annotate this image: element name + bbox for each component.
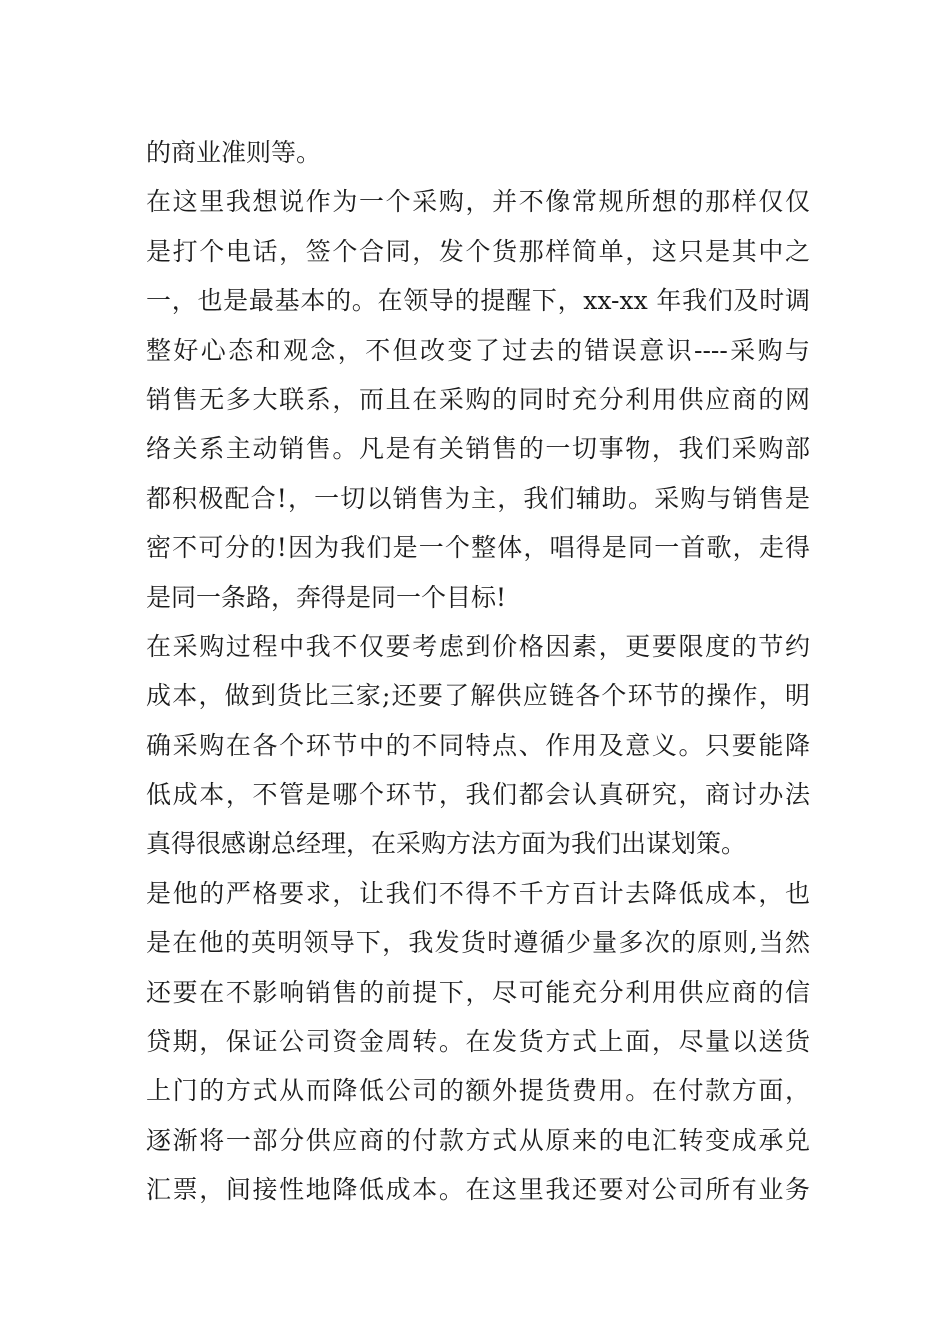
text-line: 成本，做到货比三家;还要了解供应链各个环节的操作，明 — [146, 681, 810, 711]
text-line: 整好心态和观念，不但改变了过去的错误意识----采购与 — [146, 335, 810, 365]
text-line: 低成本，不管是哪个环节，我们都会认真研究，商讨办法 — [146, 780, 810, 810]
text-line: 的商业准则等。 — [146, 138, 322, 167]
paragraph-4 — [146, 869, 810, 1215]
text-line: 销售无多大联系，而且在采购的同时充分利用供应商的网 — [146, 384, 810, 414]
text-line: 汇票，间接性地降低成本。在这里我还要对公司所有业务 — [146, 1175, 810, 1205]
text-line: 贷期，保证公司资金周转。在发货方式上面，尽量以送货 — [146, 1027, 810, 1057]
paragraph-2 — [146, 177, 810, 622]
text-line: 络关系主动销售。凡是有关销售的一切事物，我们采购部 — [146, 434, 810, 464]
text-line: 是他的严格要求，让我们不得不千方百计去降低成本，也 — [146, 878, 810, 908]
paragraph-1 — [146, 128, 810, 177]
text-line: 还要在不影响销售的前提下，尽可能充分利用供应商的信 — [146, 977, 810, 1007]
text-line: 真得很感谢总经理，在采购方法方面为我们出谋划策。 — [146, 829, 747, 859]
text-line: 密不可分的!因为我们是一个整体，唱得是同一首歌，走得 — [146, 533, 810, 563]
paragraph-3 — [146, 622, 810, 869]
text-line: 是打个电话，签个合同，发个货那样简单，这只是其中之 — [146, 236, 810, 266]
text-line: 上门的方式从而降低公司的额外提货费用。在付款方面， — [146, 1076, 810, 1106]
text-line: 是在他的英明领导下，我发货时遵循少量多次的原则,当然 — [146, 928, 810, 958]
document-body — [146, 128, 810, 1215]
text-line: 在这里我想说作为一个采购，并不像常规所想的那样仅仅 — [146, 187, 810, 217]
text-line: 逐渐将一部分供应商的付款方式从原来的电汇转变成承兑 — [146, 1125, 810, 1155]
text-line: 确采购在各个环节中的不同特点、作用及意义。只要能降 — [146, 730, 810, 760]
text-line: 在采购过程中我不仅要考虑到价格因素，更要限度的节约 — [146, 631, 810, 661]
text-line: 是同一条路，奔得是同一个目标! — [146, 582, 507, 612]
text-line: 都积极配合!，一切以销售为主，我们辅助。采购与销售是 — [146, 483, 810, 513]
text-line: 一，也是最基本的。在领导的提醒下，xx-xx 年我们及时调 — [146, 286, 810, 316]
